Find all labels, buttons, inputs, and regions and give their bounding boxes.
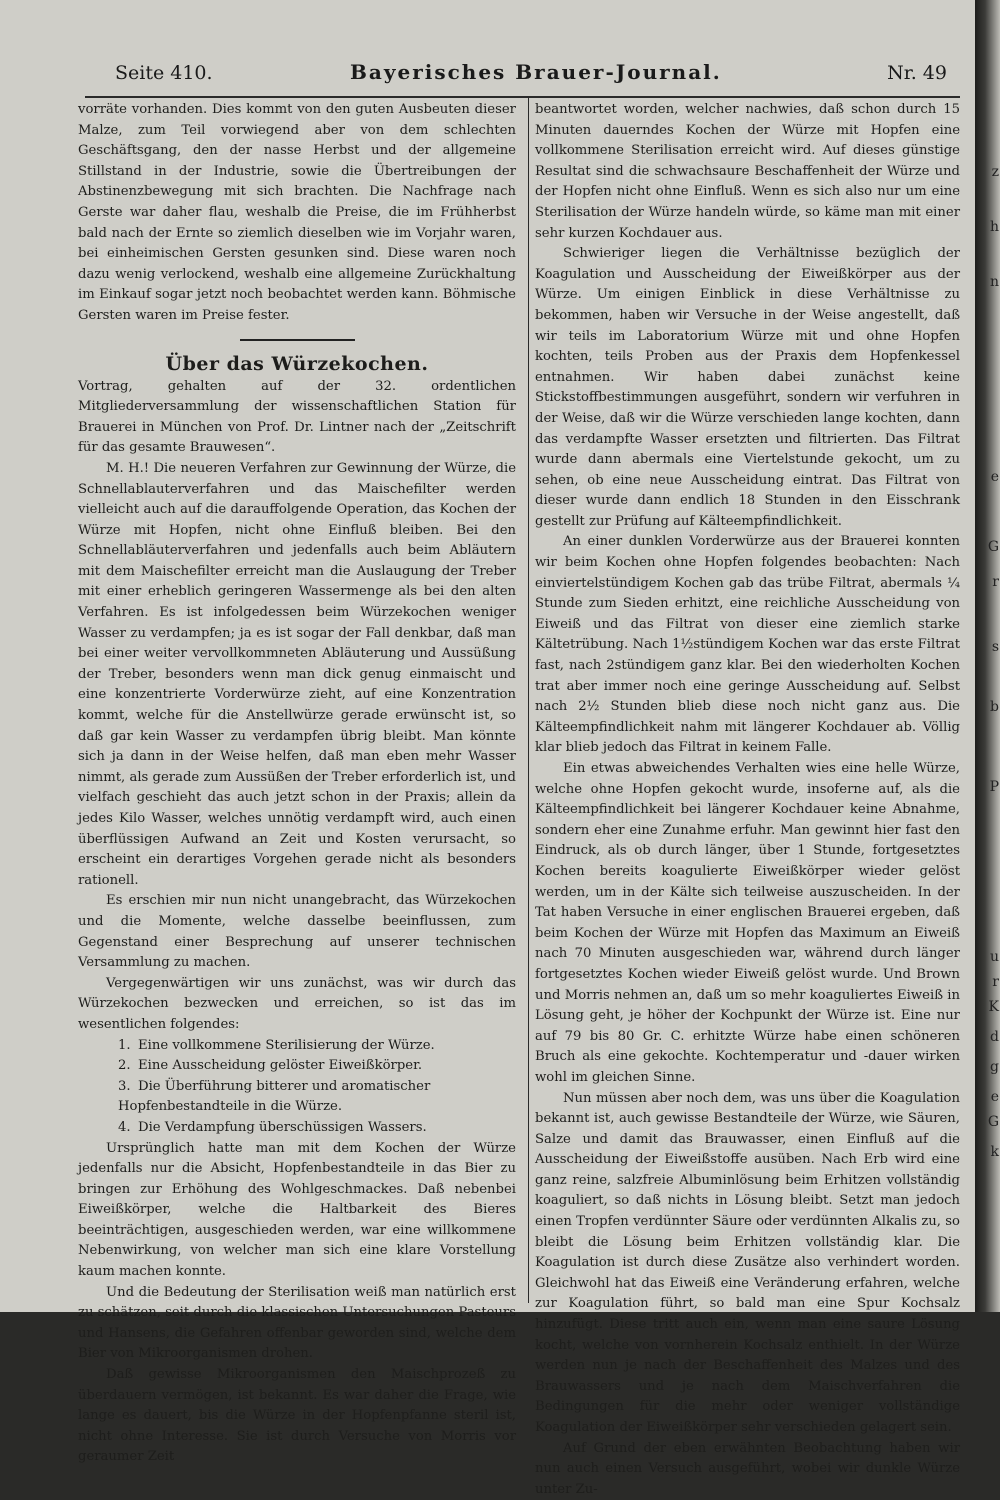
list-item-text: Die Verdampfung überschüssigen Wassers. <box>138 1119 427 1135</box>
gutter-letter: z <box>991 164 999 180</box>
body-paragraph: beantwortet worden, welcher nachwies, daß schon durch 15 Minuten dauerndes Kochen der Würze mit Hopfen eine vollkommene Sterilisation erreicht wird. Auf dieses günstige Resultat sind die schwachsaure Beschaffenheit der Würze und der Hopfen nicht ohne Einfluß. Wenn es sich also nur um eine Sterilisation der Würze handeln würde, so käme man mit einer sehr kurzen Kochdauer aus. <box>535 102 960 241</box>
journal-title: Bayerisches Brauer-Journal. <box>350 60 722 84</box>
list-item-number: 1. <box>118 1037 131 1053</box>
section-rule <box>240 339 355 341</box>
body-paragraph: Und die Bedeutung der Sterilisation weiß man natürlich erst zu schätzen, seit durch die klassischen Untersuchungen Pasteurs und Hansens, die Gefahren offenbar geworden sind, welche dem Bier von Mikroorganismen drohen. <box>78 1284 516 1362</box>
body-paragraph: Schwieriger liegen die Verhältnisse bezüglich der Koagulation und Ausscheidung der Eiweißkörper aus der Würze. Um einigen Einblick in diese Verhältnisse zu bekommen, haben wir Versuche in der Weise angestellt, daß wir teils im Laboratorium Würze mit und ohne Hopfen kochten, teils Proben aus der Praxis dem Hopfenkessel entnahmen. Wir haben dabei zunächst keine Stickstoffbestimmungen ausgeführt, sondern wir verfuhren in der Weise, daß wir die Würze verschieden lange kochten, dann das verdampfte Wasser ersetzten und filtrierten. Das Filtrat wurde dann abermals eine Viertelstunde gekocht, um zu sehen, ob eine neue Ausscheidung eintrat. Das Filtrat von dieser wurde dann endlich 18 Stunden in den Eisschrank gestellt zur Prüfung auf Kälteempfindlichkeit. <box>535 246 960 529</box>
list-item <box>118 1077 516 1118</box>
list-item <box>118 1056 516 1077</box>
body-paragraph: M. H.! Die neueren Verfahren zur Gewinnung der Würze, die Schnellablauterverfahren und das Maischefilter werden vielleicht auch auf die darauffolgende Operation, das Kochen der Würze mit Hopfen, nicht ohne Einfluß bleiben. Bei den Schnellabläuterverfahren und jedenfalls auch beim Abläutern mit dem Maischefilter erreicht man die Auslaugung der Treber mit einer erheblich geringeren Wassermenge als bei den alten Verfahren. Es ist infolgedessen beim Würzekochen weniger Wasser zu verdampfen; ja es ist sogar der Fall denkbar, daß man bei einer weiter vervollkommneten Abläuterung und Aussüßung der Treber, besonders wenn man dick genug einmaischt und eine konzentrierte Vorderwürze zieht, auf eine Konzentration kommt, welche für die Anstellwürze gerade erwünscht ist, so daß gar kein Wasser zu verdampfen übrig bleibt. Man könnte sich ja dann in der Weise helfen, daß man eben mehr Wasser nimmt, als gerade zum Aussüßen der Treber erforderlich ist, und vielfach geschieht das auch jetzt schon in der Praxis; allein da jedes Kilo Wasser, welches unnötig verdampft wird, auch einen überflüssigen Aufwand an Zeit und Kosten verursacht, so erscheint ein derartiges Vorgehen gerade nicht als besonders rationell. <box>78 460 516 888</box>
left-column <box>78 100 516 1468</box>
continuation-paragraph: vorräte vorhanden. Dies kommt von den guten Ausbeuten dieser Malze, zum Teil vorwiegend aber von dem schlechten Geschäftsgang, den der nasse Herbst und der allgemeine Stillstand in der Industrie, sowie die Übertreibungen der Abstinenzbewegung mit sich brachten. Die Nachfrage nach Gerste war daher flau, weshalb die Preise, die im Frühherbst bald nach der Ernte so ziemlich dieselben wie im Vorjahr waren, bei einheimischen Gersten gesunken sind. Diese waren noch dazu wenig verlockend, weshalb eine allgemeine Zurückhaltung im Einkauf sogar jetzt noch beobachtet werden kann. Böhmische Gersten waren im Preise fester. <box>78 102 516 323</box>
body-paragraph: Daß gewisse Mikroorganismen den Maischprozeß zu überdauern vermögen, ist bekannt. Es war daher die Frage, wie lange es dauert, bis die Würze in der Hopfenpfanne steril ist, nicht ohne Interesse. Sie ist durch Versuche von Morris vor geraumer Zeit <box>78 1367 516 1465</box>
article-title: Über das Würzekochen. <box>165 352 429 375</box>
list-item-number: 3. <box>118 1078 131 1094</box>
page-header <box>95 58 955 92</box>
right-column <box>535 100 960 1500</box>
body-paragraph: Auf Grund der eben erwähnten Beobachtung haben wir nun auch einen Versuch ausgeführt, wobei wir dunkle Würze unter Zu- <box>535 1440 960 1497</box>
gutter-letter: r <box>992 574 999 590</box>
list-item-text: Die Überführung bitterer und aromatischer Hopfenbestandteile in die Würze. <box>118 1078 431 1115</box>
gutter-letter: s <box>991 639 999 655</box>
header-rule <box>85 96 960 98</box>
list-item-number: 2. <box>118 1058 131 1074</box>
gutter-letter: G <box>987 1114 999 1130</box>
gutter-letter: h <box>989 219 999 235</box>
page-number: Seite 410. <box>115 62 213 84</box>
list-item <box>118 1036 516 1057</box>
list-item-number: 4. <box>118 1119 131 1135</box>
gutter-letter: n <box>989 274 999 290</box>
gutter-letter: K <box>988 999 999 1015</box>
list-item-text: Eine Ausscheidung gelöster Eiweißkörper. <box>138 1058 423 1074</box>
issue-number: Nr. 49 <box>887 62 947 84</box>
gutter-letter: u <box>989 949 999 965</box>
binding-gutter <box>975 0 1000 1312</box>
gutter-letter: b <box>990 699 999 715</box>
body-paragraph: Es erschien mir nun nicht unangebracht, das Würzekochen und die Momente, welche dasselbe beeinflussen, zum Gegenstand einer Besprechung auf unserer technischen Versammlung zu machen. <box>78 893 516 971</box>
gutter-letter: e <box>990 1089 999 1105</box>
gutter-letter: G <box>987 539 999 555</box>
body-paragraph: Nun müssen aber noch dem, was uns über die Koagulation bekannt ist, auch gewisse Bestandteile der Würze, wie Säuren, Salze und damit das Brauwasser, einen Einfluß auf die Ausscheidung der Eiweißstoffe ausüben. Nach Erb wird eine ganz reine, salzfreie Albuminlösung beim Erhitzen vollständig koaguliert, so daß nichts in Lösung bleibt. Setzt man jedoch einen Tropfen verdünnter Säure oder verdünnten Alkalis zu, so bleibt die Lösung beim Erhitzen vollständig klar. Die Koagulation ist durch diese Zusätze also verhindert worden. Gleichwohl hat das Eiweiß eine Veränderung erfahren, welche zur Koagulation führt, so bald man eine Spur Kochsalz hinzufügt. Diese tritt auch ein, wenn man eine saure Lösung kocht, welche von vornherein Kochsalz enthielt. In der Würze werden nun je nach der Beschaffenheit des Malzes und des Brauwassers und je nach dem Maischverfahren die Bedingungen für die mehr oder weniger vollständige Koagulation der Eiweißkörper sehr verschieden gelagert sein. <box>535 1090 960 1435</box>
body-paragraph: Ursprünglich hatte man mit dem Kochen der Würze jedenfalls nur die Absicht, Hopfenbestandteile in das Bier zu bringen zur Erhöhung des Wohlgeschmackes. Daß nebenbei Eiweißkörper, welche die Haltbarkeit des Bieres beeinträchtigen, ausgeschieden werden, war eine willkommene Nebenwirkung, von welcher man sich eine klare Vorstellung kaum machen konnte. <box>78 1140 516 1280</box>
gutter-letter: e <box>990 469 999 485</box>
gutter-letter: d <box>990 1029 999 1045</box>
body-paragraph: Ein etwas abweichendes Verhalten wies eine helle Würze, welche ohne Hopfen gekocht wurde, insoferne auf, als die Kälteempfindlichkeit bei längerer Kochdauer keine Abnahme, sondern eher eine Zunahme erfuhr. Man gewinnt hier fast den Eindruck, als ob durch länger, über 1 Stunde, fortgesetztes Kochen bereits koagulierte Eiweißkörper wieder gelöst werden, um in der Kälte sich teilweise auszuscheiden. In der Tat haben Versuche in einer englischen Brauerei ergeben, daß beim Kochen der Würze mit Hopfen das Maximum an Eiweiß nach 70 Minuten ausgeschieden war, während durch länger fortgesetztes Kochen wieder Eiweiß gelöst wurde. Und Brown und Morris nehmen an, daß um so mehr koaguliertes Eiweiß in Lösung geht, je höher der Kochpunkt der Würze ist. Eine nur auf 79 bis 80 Gr. C. erhitzte Würze habe einen schöneren Bruch als eine gekochte. Kochtemperatur und -dauer wirken wohl im gleichen Sinne. <box>535 761 960 1085</box>
gutter-letter: g <box>990 1059 999 1075</box>
list-item-text: Eine vollkommene Sterilisierung der Würze. <box>138 1037 435 1053</box>
list-item <box>118 1118 516 1139</box>
body-paragraph: An einer dunklen Vorderwürze aus der Brauerei konnten wir beim Kochen ohne Hopfen folgendes beobachten: Nach einviertelstündigem Kochen gab das trübe Filtrat, abermals ¼ Stunde zum Sieden erhitzt, eine reichliche Ausscheidung von Eiweiß und das Filtrat von dieser eine ziemlich starke Kältetrübung. Nach 1½stündigem Kochen war das erste Filtrat fast, nach 2stündigem ganz klar. Bei den wiederholten Kochen trat aber immer noch eine geringe Ausscheidung auf. Selbst nach 2½ Stunden blieb diese noch nicht ganz aus. Die Kälteempfindlichkeit nahm mit längerer Kochdauer ab. Völlig klar blieb jedoch das Filtrat in keinem Falle. <box>535 534 960 756</box>
lecture-note: Vortrag, gehalten auf der 32. ordentlichen Mitgliederversammlung der wissenschaftlichen Station für Brauerei in München von Prof. Dr. Lintner nach der „Zeitschrift für das gesamte Brauwesen“. <box>78 378 516 456</box>
gutter-letter: r <box>992 974 999 990</box>
body-paragraph: Vergegenwärtigen wir uns zunächst, was wir durch das Würzekochen bezwecken und erreichen, so ist das im wesentlichen folgendes: <box>78 975 516 1032</box>
purpose-list <box>78 1036 516 1139</box>
column-divider <box>528 98 529 1303</box>
gutter-letter: k <box>990 1144 999 1160</box>
gutter-letter: P <box>989 779 999 795</box>
